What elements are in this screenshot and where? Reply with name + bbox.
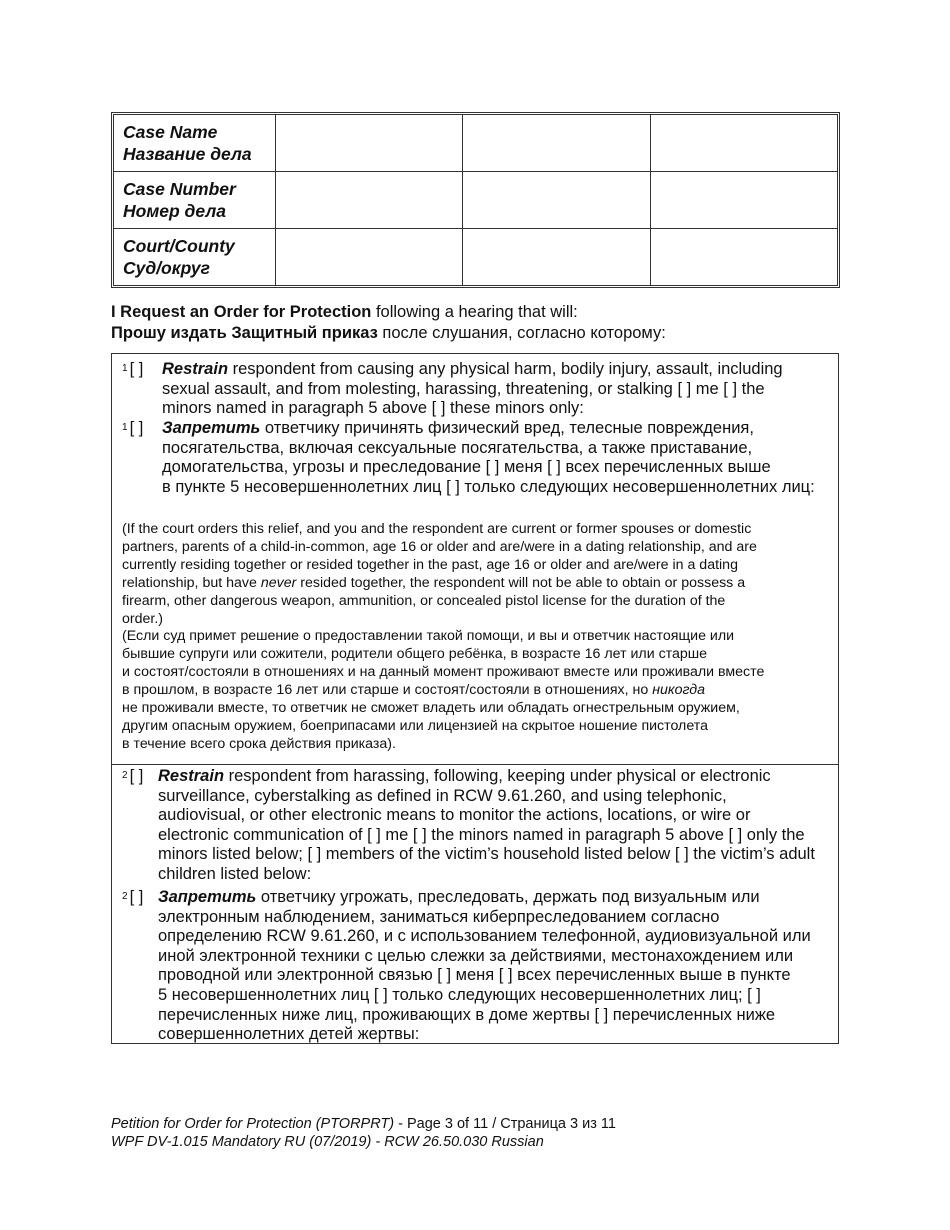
note-en-line-6: order.) [122,610,164,627]
item-2-checkbox-en[interactable] [122,767,143,787]
note-en-never: never [260,574,297,591]
relief-box-1 [111,353,839,765]
request-heading-ru [111,323,851,344]
item-1-en-line-3: minors named in paragraph 5 above [ ] these minors only: [162,399,584,418]
request-heading [111,302,851,344]
item-2-ru-line-7: перечисленных ниже лиц, проживающих в доме жертвы [ ] перечисленных ниже [158,1005,776,1024]
item-2-en-line-1: respondent from harassing, following, keeping under physical or electronic [224,767,771,785]
case-number-field-3[interactable] [651,172,837,229]
firearm-note [122,521,838,754]
footer-page-info: - Page 3 of 11 / Страница 3 из 11 [394,1116,616,1132]
item-2-ru-line-2: электронным наблюдением, заниматься киберпреследованием согласно [158,907,720,926]
request-ru-rest: после слушания, согласно которому: [377,324,666,342]
request-en-rest: following a hearing that will: [371,303,578,321]
case-number-field-1[interactable] [276,172,463,229]
relief-box-2 [111,763,839,1044]
case-number-label-ru: Номер дела [123,201,226,221]
item-1-checkbox-en[interactable] [122,360,143,380]
note-en-line-3: currently residing together or resided together in the past, age 16 or older and are/were in a dating [122,556,738,573]
item-2-en-text [158,767,815,885]
note-ru-line-3: и состоят/состояли в отношениях и на данный момент проживают вместе или проживали вместе [122,664,765,681]
note-en-line-4: relationship, but have never resided together, the respondent will not be able to obtain or possess a [122,574,746,591]
item-2-en-bold: Restrain [158,767,225,785]
court-county-row [114,229,837,285]
note-ru-line-7: в течение всего срока действия приказа). [122,735,396,752]
item-1-en-line-2: sexual assault, and from molesting, harassing, threatening, or stalking [ ] me [ ] the [162,379,765,398]
request-en-bold: I Request an Order for Protection [111,303,372,321]
request-heading-en [111,302,851,323]
case-info-table [111,112,840,288]
item-1-checkbox-label-ru: [ ] [129,419,144,437]
case-name-field-3[interactable] [651,115,837,172]
item-2-ru-line-4: иной электронной техники с целью слежки за действиями, местонахождением или [158,946,794,965]
item-2-en-line-4: electronic communication of [ ] me [ ] the minors named in paragraph 5 above [ ] only the [158,825,805,844]
item-2-number-ru: 2 [122,891,128,902]
item-2-ru-line-6: 5 несовершеннолетних лиц [ ] только следующих несовершеннолетних лиц; [ ] [158,985,761,1004]
item-1-ru-line-4: в пункте 5 несовершеннолетних лиц [ ] только следующих несовершеннолетних лиц: [162,477,815,496]
item-1-ru-line-1: ответчику причинять физический вред, телесные повреждения, [260,419,754,437]
note-ru-line-5: не проживали вместе, то ответчик не сможет владеть или обладать огнестрельным оружием, [122,700,740,717]
item-2-ru-line-1: ответчику угрожать, преследовать, держать под визуальным или [256,888,760,906]
case-name-field-1[interactable] [276,115,463,172]
note-en-line-1: (If the court orders this relief, and you and the respondent are current or former spouses or domestic [122,521,752,537]
case-number-label-en: Case Number [123,179,236,199]
note-ru-line-2: бывшие супруги или сожители, родители общего ребёнка, в возрасте 16 лет или старше [122,646,708,663]
request-ru-bold: Прошу издать Защитный приказ [111,324,378,342]
court-county-field-1[interactable] [276,229,463,285]
court-county-field-2[interactable] [463,229,650,285]
item-2-en-line-5: minors listed below; [ ] members of the victim’s household listed below [ ] the victim’s adult [158,845,815,864]
item-2-checkbox-label-en: [ ] [129,767,144,785]
item-2-en-line-2: surveillance, cyberstalking as defined in RCW 9.61.260, and using telephonic, [158,786,727,805]
item-2-checkbox-label-ru: [ ] [129,888,144,906]
note-en-line-2: partners, parents of a child-in-common, age 16 or older and are/were in a dating relationship, and are [122,538,757,555]
item-1-ru-line-3: домогательства, угрозы и преследование [ ] меня [ ] всех перечисленных выше [162,458,771,477]
footer-line-2: WPF DV-1.015 Mandatory RU (07/2019) - RCW 26.50.030 Russian [111,1134,544,1150]
item-1-ru-bold: Запретить [162,419,261,437]
note-ru-line-6: другим опасным оружием, боеприпасами или лицензией на скрытое ношение пистолета [122,717,708,734]
case-number-field-2[interactable] [463,172,650,229]
item-2-ru-line-5: проводной или электронной связью [ ] меня [ ] всех перечисленных выше в пункте [158,966,791,985]
item-1-checkbox-ru[interactable] [122,419,143,439]
item-1-number-en: 1 [122,363,128,374]
court-county-label-en: Court/County [123,236,235,256]
item-2-ru-line-8: совершеннолетних детей жертвы: [158,1025,420,1044]
note-ru-line-1: (Если суд примет решение о предоставлении такой помощи, и вы и ответчик настоящие или [122,628,735,645]
item-2-ru-bold: Запретить [158,888,257,906]
item-1-checkbox-label-en: [ ] [129,360,144,378]
item-2-ru-line-3: определению RCW 9.61.260, и с использованием телефонной, аудиовизуальной или [158,927,811,946]
court-county-label [114,229,276,285]
case-name-label-ru: Название дела [123,144,252,164]
item-2-number-en: 2 [122,770,128,781]
item-2-ru-text [158,888,811,1044]
item-2-en-line-3: audiovisual, or other electronic means to monitor the actions, locations, or wire or [158,806,751,825]
item-2-en-line-6: children listed below: [158,864,312,883]
court-county-field-3[interactable] [651,229,837,285]
item-1-ru-line-2: посягательства, включая сексуальные посягательства, а также приставание, [162,438,753,457]
footer-line-1 [111,1115,616,1133]
case-name-field-2[interactable] [463,115,650,172]
item-1-en-text [162,360,783,419]
page-footer [111,1115,616,1151]
footer-form-title: Petition for Order for Protection (PTORPRT) [111,1116,395,1132]
note-ru-never: никогда [652,682,706,699]
case-number-row [114,172,837,229]
item-1-en-bold: Restrain [162,360,229,378]
item-1-en-line-1: respondent from causing any physical harm, bodily injury, assault, including [228,360,783,378]
item-1-ru-text [162,419,815,497]
case-number-label [114,172,276,229]
item-2-checkbox-ru[interactable] [122,888,143,908]
case-name-label-en: Case Name [123,122,218,142]
case-name-label [114,115,276,172]
court-county-label-ru: Суд/округ [123,258,210,278]
note-en-line-5: firearm, other dangerous weapon, ammunition, or concealed pistol license for the duration of the [122,592,726,609]
item-1-number-ru: 1 [122,422,128,433]
case-name-row [114,115,837,172]
note-ru-line-4: в прошлом, в возрасте 16 лет или старше и состоят/состояли в отношениях, но никогда [122,682,706,699]
